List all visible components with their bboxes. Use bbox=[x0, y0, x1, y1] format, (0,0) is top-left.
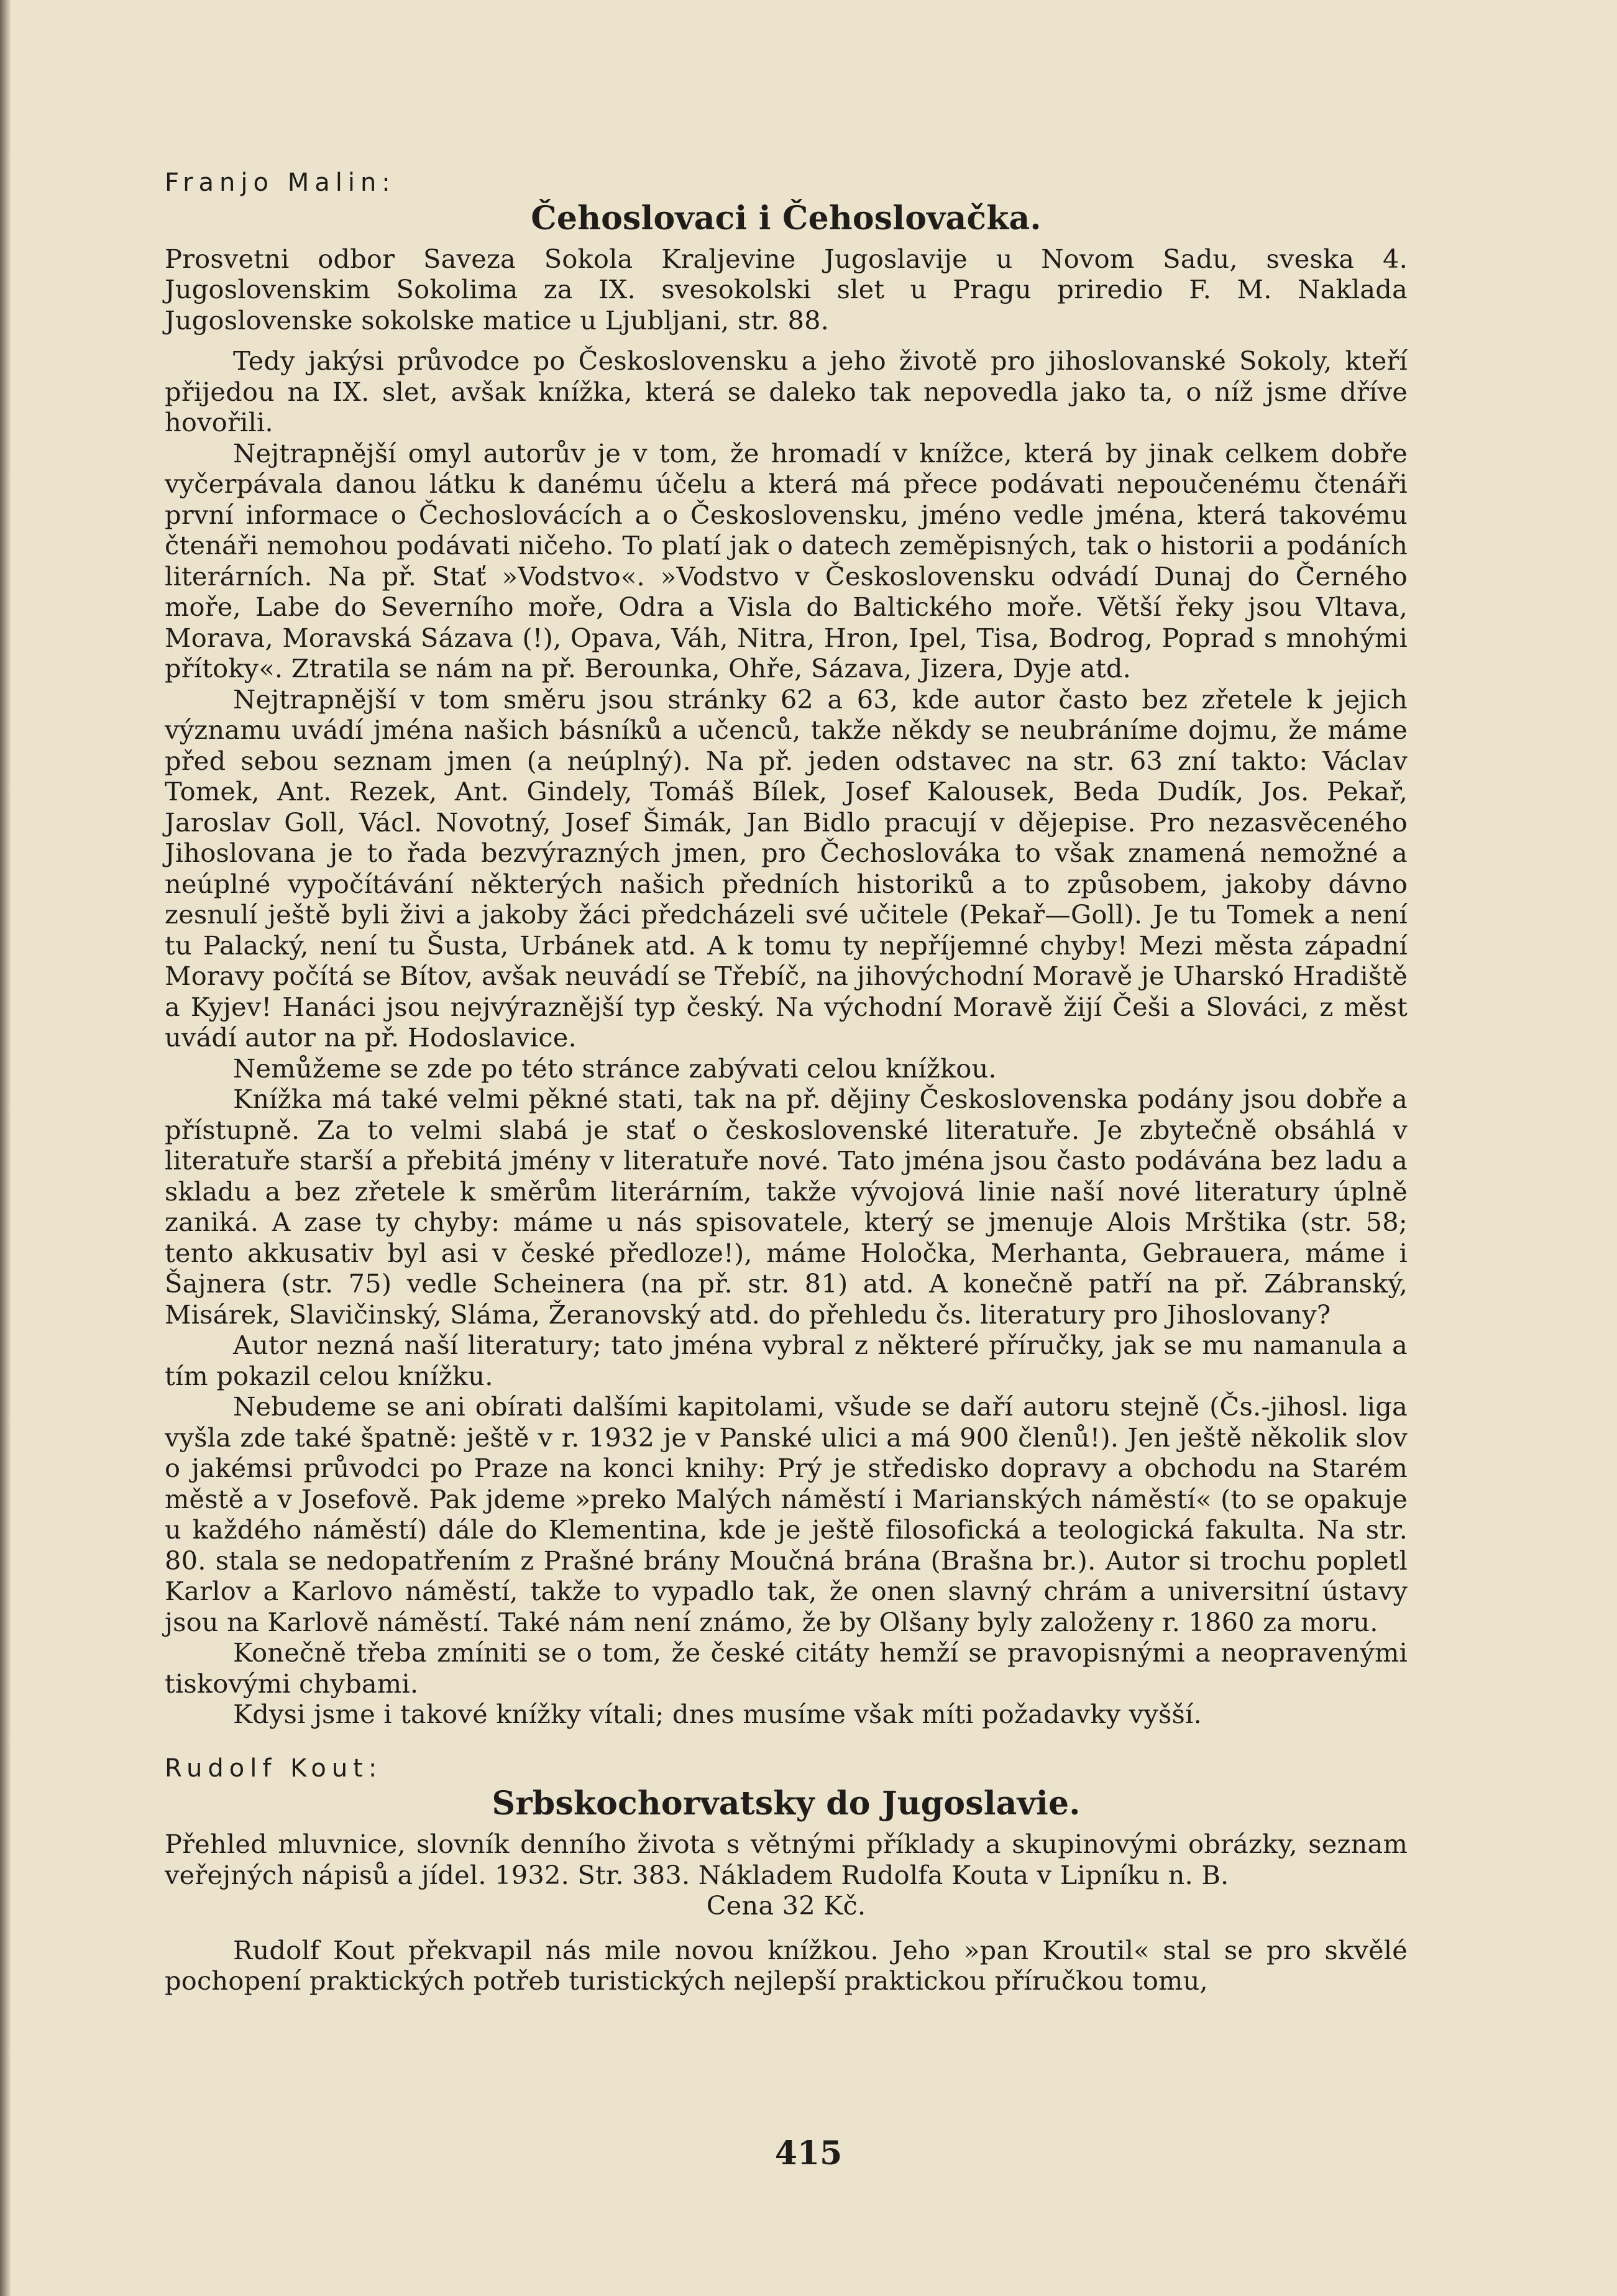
paragraph: Nejtrapnější omyl autorův je v tom, že hromadí v knížce, která by jinak celkem dobře vyčerpávala danou látku k danému účelu a která má přece podávati nepoučenému čtenáři první informace o Čechoslovácích a o Československu, jméno vedle jména, která takovému čtenáři nemohou podávati ničeho. To platí jak o datech zeměpisných, tak o historii a podáních literárních. Na př. Stať »Vodstvo«. »Vodstvo v Československu odvádí Dunaj do Černého moře, Labe do Severního moře, Odra a Visla do Baltického moře. Větší řeky jsou Vltava, Morava, Moravská Sázava (!), Opava, Váh, Nitra, Hron, Ipel, Tisa, Bodrog, Poprad s mnohými přítoky«. Ztratila se nám na př. Berounka, Ohře, Sázava, Jizera, Dyje atd. bbox=[165, 437, 1408, 684]
paragraph: Konečně třeba zmíniti se o tom, že české citáty hemží se pravopisnými a neopravenými tiskovými chybami. bbox=[165, 1637, 1408, 1699]
paragraph: Kdysi jsme i takové knížky vítali; dnes musíme však míti požadavky vyšší. bbox=[233, 1699, 1202, 1729]
page-content bbox=[165, 168, 1408, 1996]
paragraph: Knížka má také velmi pěkné stati, tak na př. dějiny Československa podány jsou dobře a přístupně. Za to velmi slabá je stať o československé literatuře. Je zbytečně obsáhlá v literatuře starší a přebitá jmény v literatuře nové. Tato jména jsou často podávána bez ladu a skladu a bez zřetele k směrům literárním, takže vývojová linie naší nové literatury úplně zaniká. A zase ty chyby: máme u nás spisovatele, který se jmenuje Alois Mrštika (str. 58; tento akkusativ byl asi v české předloze!), máme Holočka, Merhanta, Gebrauera, máme i Šajnera (str. 75) vedle Scheinera (na př. str. 81) atd. A konečně patří na př. Zábranský, Misárek, Slavičinský, Sláma, Žeranovský atd. do přehledu čs. literatury pro Jihoslovany? bbox=[165, 1084, 1408, 1330]
review-price: Cena 32 Kč. bbox=[706, 1890, 866, 1921]
page-number: 415 bbox=[774, 2134, 843, 2172]
review-bibliographic-note: Prosvetni odbor Saveza Sokola Kraljevine Jugoslavije u Novom Sadu, sveska 4. Jugoslovenskim Sokolima za IX. svesokolski slet u Pragu priredio F. M. Naklada Jugoslovenske sokolske matice u Ljubljani, str. 88. bbox=[165, 243, 1408, 336]
section-gap bbox=[165, 1730, 1408, 1754]
paragraph: Rudolf Kout překvapil nás mile novou knížkou. Jeho »pan Kroutil« stal se pro skvělé pochopení praktických potřeb turistických nejlepší praktickou příručkou tomu, bbox=[165, 1934, 1408, 1996]
review-title: Srbskochorvatsky do Jugoslavie. bbox=[492, 1785, 1081, 1823]
review-2 bbox=[165, 1754, 1408, 1996]
review-author: Rudolf Kout: bbox=[165, 1754, 383, 1783]
review-1 bbox=[165, 168, 1408, 1730]
review-title: Čehoslovaci i Čehoslovačka. bbox=[531, 199, 1042, 237]
paragraph: Nebudeme se ani obírati dalšími kapitolami, všude se daří autoru stejně (Čs.-jihosl. liga vyšla zde také špatně: ještě v r. 1932 je v Panské ulici a má 900 členů!). Jen ještě několik slov o jakémsi průvodci po Praze na konci knihy: Prý je střediskо dopravy a obchodu na Starém městě a v Josefově. Pak jdeme »preko Malých náměstí i Marianských náměstí« (to se opakuje u každého náměstí) dále do Klementina, kde je ještě filosofická a teologická fakulta. Na str. 80. stala se nedopatřením z Prašné brány Moučná brána (Brašna br.). Autor si trochu popletl Karlov a Karlovo náměstí, takže to vypadlo tak, že onen slavný chrám a universitní ústavy jsou na Karlově náměstí. Také nám není známo, že by Olšany byly založeny r. 1860 za moru. bbox=[165, 1391, 1408, 1637]
paragraph: Autor nezná naší literatury; tato jména vybral z některé příručky, jak se mu namanula a tím pokazil celou knížku. bbox=[165, 1330, 1408, 1391]
paragraph: Nejtrapnější v tom směru jsou stránky 62 a 63, kde autor často bez zřetele k jejich významu uvádí jména našich básníků a učenců, takže někdy se neubráníme dojmu, že máme před sebou seznam jmen (a neúplný). Na př. jeden odstavec na str. 63 zní takto: Václav Tomek, Ant. Rezek, Ant. Gindely, Tomáš Bílek, Josef Kalousek, Beda Dudík, Jos. Pekař, Jaroslav Goll, Václ. Novotný, Josef Šimák, Jan Bidlo pracují v dějepise. Pro nezasvěceného Jihoslovana je to řada bezvýrazných jmen, pro Čechoslováka to však znamená nemožné a neúplné vypočítávání některých našich předních historiků a to způsobem, jakoby dávno zesnulí ještě byli živi a jakoby žáci předcházeli své učitele (Pekař—Goll). Je tu Tomek a není tu Palacký, není tu Šusta, Urbánek atd. A k tomu ty nepříjemné chyby! Mezi města západní Moravy počítá se Bítov, avšak neuvádí se Třebíč, na jihovýchodní Moravě je Uharskó Hradiště a Kyjev! Hanáci jsou nejvýraznější typ český. Na východní Moravě žijí Češi a Slováci, z měst uvádí autor na př. Hodoslavice. bbox=[165, 684, 1408, 1053]
review-bibliographic-note: Přehled mluvnice, slovník denního života s větnými příklady a skupinovými obrázky, seznam veřejných nápisů a jídel. 1932. Str. 383. Nákladem Rudolfa Kouta v Lipníku n. B. bbox=[165, 1829, 1408, 1890]
review-author: Franjo Malin: bbox=[165, 168, 396, 197]
page-binding-shadow bbox=[0, 0, 11, 2296]
paragraph: Nemůžeme se zde po této stránce zabývati celou knížkou. bbox=[233, 1053, 997, 1084]
paragraph: Tedy jakýsi průvodce po Československu a jeho životě pro jihoslovanské Sokoly, kteří přijedou na IX. slet, avšak knížka, která se daleko tak nepovedla jako ta, o níž jsme dříve hovořili. bbox=[165, 345, 1408, 437]
